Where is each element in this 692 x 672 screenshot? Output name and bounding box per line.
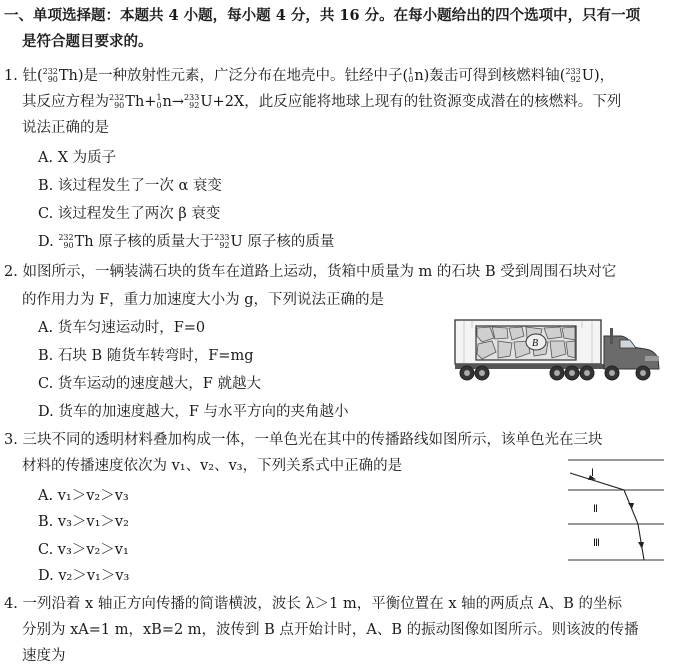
q1-stem-line3: 说法正确的是: [22, 120, 109, 136]
q4-stem-line3: 速度为: [22, 648, 66, 664]
q3-option-b[interactable]: B. v₃＞v₁＞v₂: [38, 514, 129, 530]
q3-stem-line1: 3. 三块不同的透明材料叠加构成一体，一单色光在其中的传播路线如图所示，该单色光在三块: [4, 432, 603, 448]
q2-stem-line1: 2. 如图所示，一辆装满石块的货车在道路上运动，货箱中质量为 m 的石块 B 受到周围石块对它: [4, 264, 617, 280]
u-nuclide: 233 92: [565, 67, 581, 84]
truck-figure: [452, 316, 668, 384]
q1-option-b[interactable]: B. 该过程发生了一次 α 衰变: [38, 178, 222, 194]
q3-option-c[interactable]: C. v₃＞v₂＞v₁: [38, 542, 129, 558]
stone-b-label: B: [532, 338, 539, 349]
q2-option-b[interactable]: B. 石块 B 随货车转弯时，F=mg: [38, 348, 254, 364]
light-path-figure: [566, 456, 666, 566]
section-heading-cont: 是符合题目要求的。: [22, 33, 153, 50]
section-heading: 一、单项选择题：本题共 4 小题，每小题 4 分，共 16 分。在每小题给出的四个选项中，只有一项: [4, 7, 641, 24]
layer-2-label: Ⅱ: [593, 504, 598, 515]
q2-option-d[interactable]: D. 货车的加速度越大，F 与水平方向的夹角越小: [38, 404, 349, 420]
neutron-nuclide: 1 0: [408, 67, 414, 84]
layer-3-label: Ⅲ: [593, 538, 600, 549]
q1-option-c[interactable]: C. 该过程发生了两次 β 衰变: [38, 206, 221, 222]
layer-1-label: Ⅰ: [591, 468, 594, 479]
q1-option-a[interactable]: A. X 为质子: [38, 150, 117, 166]
th-nuclide: 232 90: [42, 67, 58, 84]
q4-stem-line1: 4. 一列沿着 x 轴正方向传播的简谐横波，波长 λ＞1 m，平衡位置在 x 轴的两质点 A、B 的坐标: [4, 596, 622, 612]
q4-stem-line2: 分别为 xA=1 m，xB=2 m，波传到 B 点开始计时，A、B 的振动图像如图所示。则该波的传播: [22, 622, 639, 638]
q2-option-c[interactable]: C. 货车运动的速度越大，F 就越大: [38, 376, 261, 392]
q3-stem-line2: 材料的传播速度依次为 v₁、v₂、v₃，下列关系式中正确的是: [22, 458, 403, 474]
q1-stem-line1: 1. 钍( 232 90 Th)是一种放射性元素，广泛分布在地壳中。钍经中子( 1 0 n)轰击可得到核燃料铀( 233 92 U)，: [4, 67, 615, 84]
q1-stem-line2: 其反应方程为 232 90 Th+ 1 0 n→ 233 92 U+2X，此反应能将地球上现有的钍资源变成潜在的核燃料。下列: [22, 93, 622, 110]
q3-option-d[interactable]: D. v₂＞v₁＞v₃: [38, 568, 130, 584]
q1-option-d[interactable]: D. 232 90 Th 原子核的质量大于 233 92 U 原子核的质量: [38, 233, 335, 250]
q2-option-a[interactable]: A. 货车匀速运动时，F=0: [38, 320, 206, 336]
q2-stem-line2: 的作用力为 F，重力加速度大小为 g，下列说法正确的是: [22, 292, 385, 308]
q3-option-a[interactable]: A. v₁＞v₂＞v₃: [38, 488, 129, 504]
